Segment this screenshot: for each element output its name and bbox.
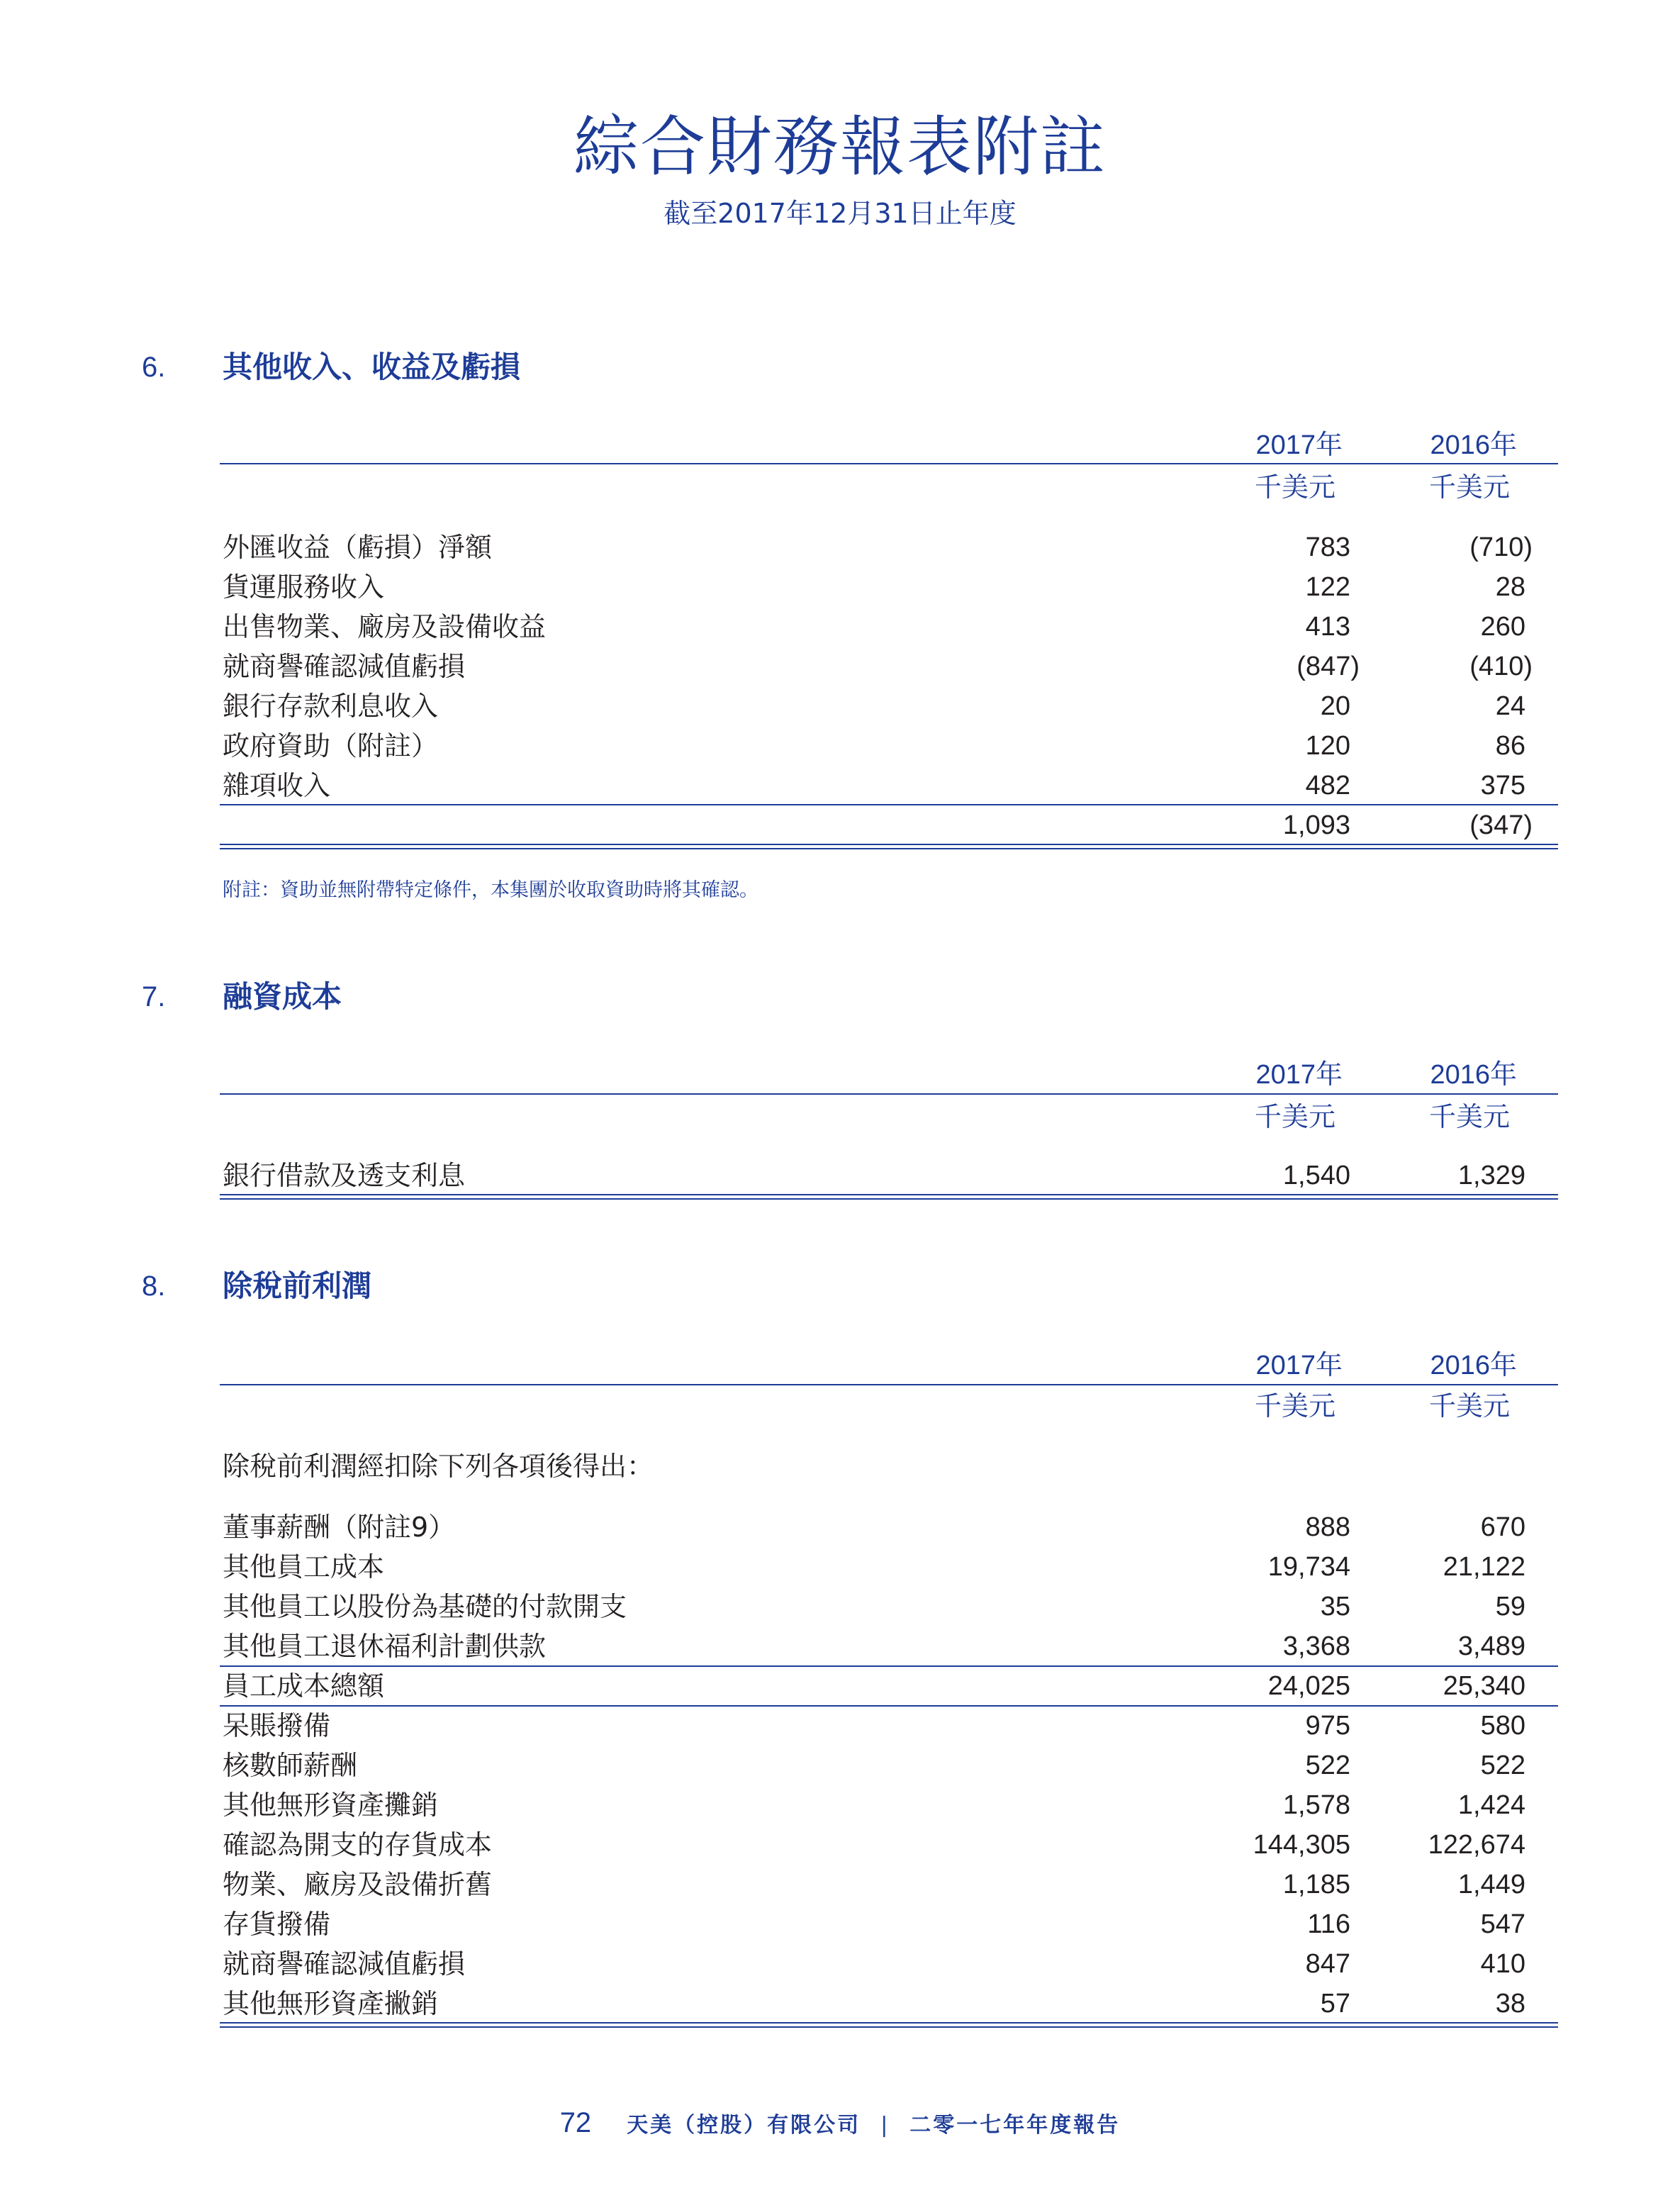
value-2016: 410 xyxy=(1480,1949,1525,1979)
table-row xyxy=(0,1984,1680,2024)
header-rule xyxy=(220,463,1558,464)
row-label: 員工成本總額 xyxy=(223,1670,385,1702)
row-label: 其他無形資產撇銷 xyxy=(223,1988,439,2019)
col-header-2017: 2017年 xyxy=(1255,1060,1343,1090)
row-label: 其他員工以股份為基礎的付款開支 xyxy=(223,1591,627,1622)
value-2016: 1,424 xyxy=(1457,1790,1525,1820)
row-label: 其他員工成本 xyxy=(223,1551,385,1583)
table-row xyxy=(0,726,1680,766)
value-2016: 24 xyxy=(1495,691,1525,721)
value-2017: 888 xyxy=(1305,1512,1350,1542)
col-header-2016: 2016年 xyxy=(1430,430,1517,460)
page-number: 72 xyxy=(559,2107,592,2138)
value-2016: 670 xyxy=(1480,1512,1525,1542)
row-label: 就商譽確認減值虧損 xyxy=(223,1948,466,1980)
value-2017: 24,025 xyxy=(1267,1671,1350,1701)
col-header-2016: 2016年 xyxy=(1430,1060,1517,1090)
row-label: 銀行借款及透支利息 xyxy=(223,1160,466,1191)
col-unit-2017: 千美元 xyxy=(1254,1392,1335,1422)
value-2017: 1,185 xyxy=(1282,1870,1350,1899)
col-header-2017: 2017年 xyxy=(1255,430,1343,460)
value-2016: 38 xyxy=(1495,1989,1525,2019)
row-label: 董事薪酬（附註9） xyxy=(223,1512,456,1543)
table-row xyxy=(0,1706,1680,1746)
table-row xyxy=(0,766,1680,805)
row-label: 其他無形資產攤銷 xyxy=(223,1790,439,1821)
row-label: 就商譽確認減值虧損 xyxy=(223,651,466,682)
value-2016: 375 xyxy=(1480,771,1525,800)
table-row xyxy=(0,567,1680,607)
header-rule xyxy=(220,1384,1558,1385)
value-2017: 847 xyxy=(1305,1949,1350,1979)
footer-company: 天美（控股）有限公司 xyxy=(627,2113,861,2138)
value-2016: 59 xyxy=(1495,1592,1525,1622)
col-header-2016: 2016年 xyxy=(1430,1351,1517,1380)
col-unit-2016: 千美元 xyxy=(1428,473,1510,503)
value-2016: 25,340 xyxy=(1443,1671,1525,1701)
value-2017: 1,578 xyxy=(1282,1790,1350,1820)
header-rule xyxy=(220,1093,1558,1095)
total-double-rule xyxy=(220,844,1558,849)
section-8-title: 除稅前利潤 xyxy=(223,1268,372,1303)
table-row xyxy=(0,1825,1680,1865)
footer-report: 二零一七年年度報告 xyxy=(909,2113,1121,2138)
table-row xyxy=(0,1666,1680,1706)
section-6-title: 其他收入、收益及虧損 xyxy=(223,350,521,384)
table-row xyxy=(0,1865,1680,1904)
table-row xyxy=(0,1587,1680,1626)
page-subtitle: 截至2017年12月31日止年度 xyxy=(663,198,1017,229)
row-label: 出售物業、廠房及設備收益 xyxy=(223,611,547,642)
value-2016: (410) xyxy=(1469,652,1533,681)
value-2017: 3,368 xyxy=(1282,1631,1350,1661)
value-2016: 28 xyxy=(1495,572,1525,602)
value-2016: 3,489 xyxy=(1457,1631,1525,1661)
total-2017: 1,093 xyxy=(1282,810,1350,840)
row-label: 銀行存款利息收入 xyxy=(223,691,439,722)
total-row xyxy=(0,805,1680,845)
table-row xyxy=(0,1746,1680,1785)
intro-row xyxy=(0,1446,1680,1486)
row-label: 呆賬撥備 xyxy=(223,1710,331,1741)
section-7-number: 7. xyxy=(142,981,166,1012)
value-2017: 122 xyxy=(1305,572,1350,602)
col-unit-2016: 千美元 xyxy=(1428,1392,1510,1422)
row-label: 政府資助（附註） xyxy=(223,730,439,761)
table-row xyxy=(0,686,1680,726)
value-2016: 1,449 xyxy=(1457,1870,1525,1899)
total-2016: (347) xyxy=(1469,810,1533,840)
value-2016: 86 xyxy=(1495,731,1525,761)
table-row xyxy=(0,1156,1680,1195)
row-label: 雜項收入 xyxy=(223,770,331,801)
row-label: 物業、廠房及設備折舊 xyxy=(223,1869,493,1900)
value-2017: (847) xyxy=(1297,652,1360,681)
value-2016: 1,329 xyxy=(1457,1161,1525,1190)
value-2017: 482 xyxy=(1305,771,1350,800)
value-2017: 975 xyxy=(1305,1711,1350,1741)
section-8-intro: 除稅前利潤經扣除下列各項後得出： xyxy=(223,1451,654,1482)
section-8-number: 8. xyxy=(142,1271,166,1302)
value-2016: 21,122 xyxy=(1443,1552,1525,1582)
value-2017: 144,305 xyxy=(1253,1830,1350,1860)
value-2016: 260 xyxy=(1480,612,1525,642)
value-2017: 120 xyxy=(1305,731,1350,761)
col-unit-2017: 千美元 xyxy=(1254,473,1335,503)
value-2017: 783 xyxy=(1305,532,1350,562)
col-unit-2016: 千美元 xyxy=(1428,1103,1510,1132)
total-double-rule xyxy=(220,2022,1558,2028)
value-2017: 20 xyxy=(1320,691,1350,721)
table-row xyxy=(0,1785,1680,1825)
row-label: 核數師薪酬 xyxy=(223,1750,358,1781)
value-2017: 19,734 xyxy=(1267,1552,1350,1582)
row-label: 確認為開支的存貨成本 xyxy=(223,1829,493,1860)
section-6-number: 6. xyxy=(142,352,166,383)
value-2016: (710) xyxy=(1469,532,1533,562)
table-row xyxy=(0,1547,1680,1587)
col-unit-2017: 千美元 xyxy=(1254,1103,1335,1132)
table-row xyxy=(0,528,1680,567)
row-label: 存貨撥備 xyxy=(223,1909,331,1940)
value-2016: 522 xyxy=(1480,1751,1525,1780)
value-2017: 1,540 xyxy=(1282,1161,1350,1190)
table-row xyxy=(0,1626,1680,1666)
value-2017: 57 xyxy=(1320,1989,1350,2019)
table-row xyxy=(0,607,1680,647)
total-double-rule xyxy=(220,1194,1558,1200)
table-row xyxy=(0,1507,1680,1547)
row-label: 外匯收益（虧損）淨額 xyxy=(223,532,493,563)
row-label: 貨運服務收入 xyxy=(223,571,385,603)
row-label: 其他員工退休福利計劃供款 xyxy=(223,1631,547,1662)
value-2016: 580 xyxy=(1480,1711,1525,1741)
col-header-2017: 2017年 xyxy=(1255,1351,1343,1380)
section-7-title: 融資成本 xyxy=(223,979,342,1014)
page-footer xyxy=(0,2106,1680,2143)
section-6-note: 附註：資助並無附帶特定條件，本集團於收取資助時將其確認。 xyxy=(223,879,758,901)
value-2017: 35 xyxy=(1320,1592,1350,1622)
page-title: 綜合財務報表附註 xyxy=(573,109,1107,185)
table-row xyxy=(0,1944,1680,1984)
table-row xyxy=(0,1904,1680,1944)
footer-separator: | xyxy=(880,2113,890,2138)
value-2017: 413 xyxy=(1305,612,1350,642)
value-2016: 547 xyxy=(1480,1909,1525,1939)
value-2017: 522 xyxy=(1305,1751,1350,1780)
value-2017: 116 xyxy=(1307,1909,1350,1939)
table-row xyxy=(0,647,1680,686)
value-2016: 122,674 xyxy=(1428,1830,1525,1860)
